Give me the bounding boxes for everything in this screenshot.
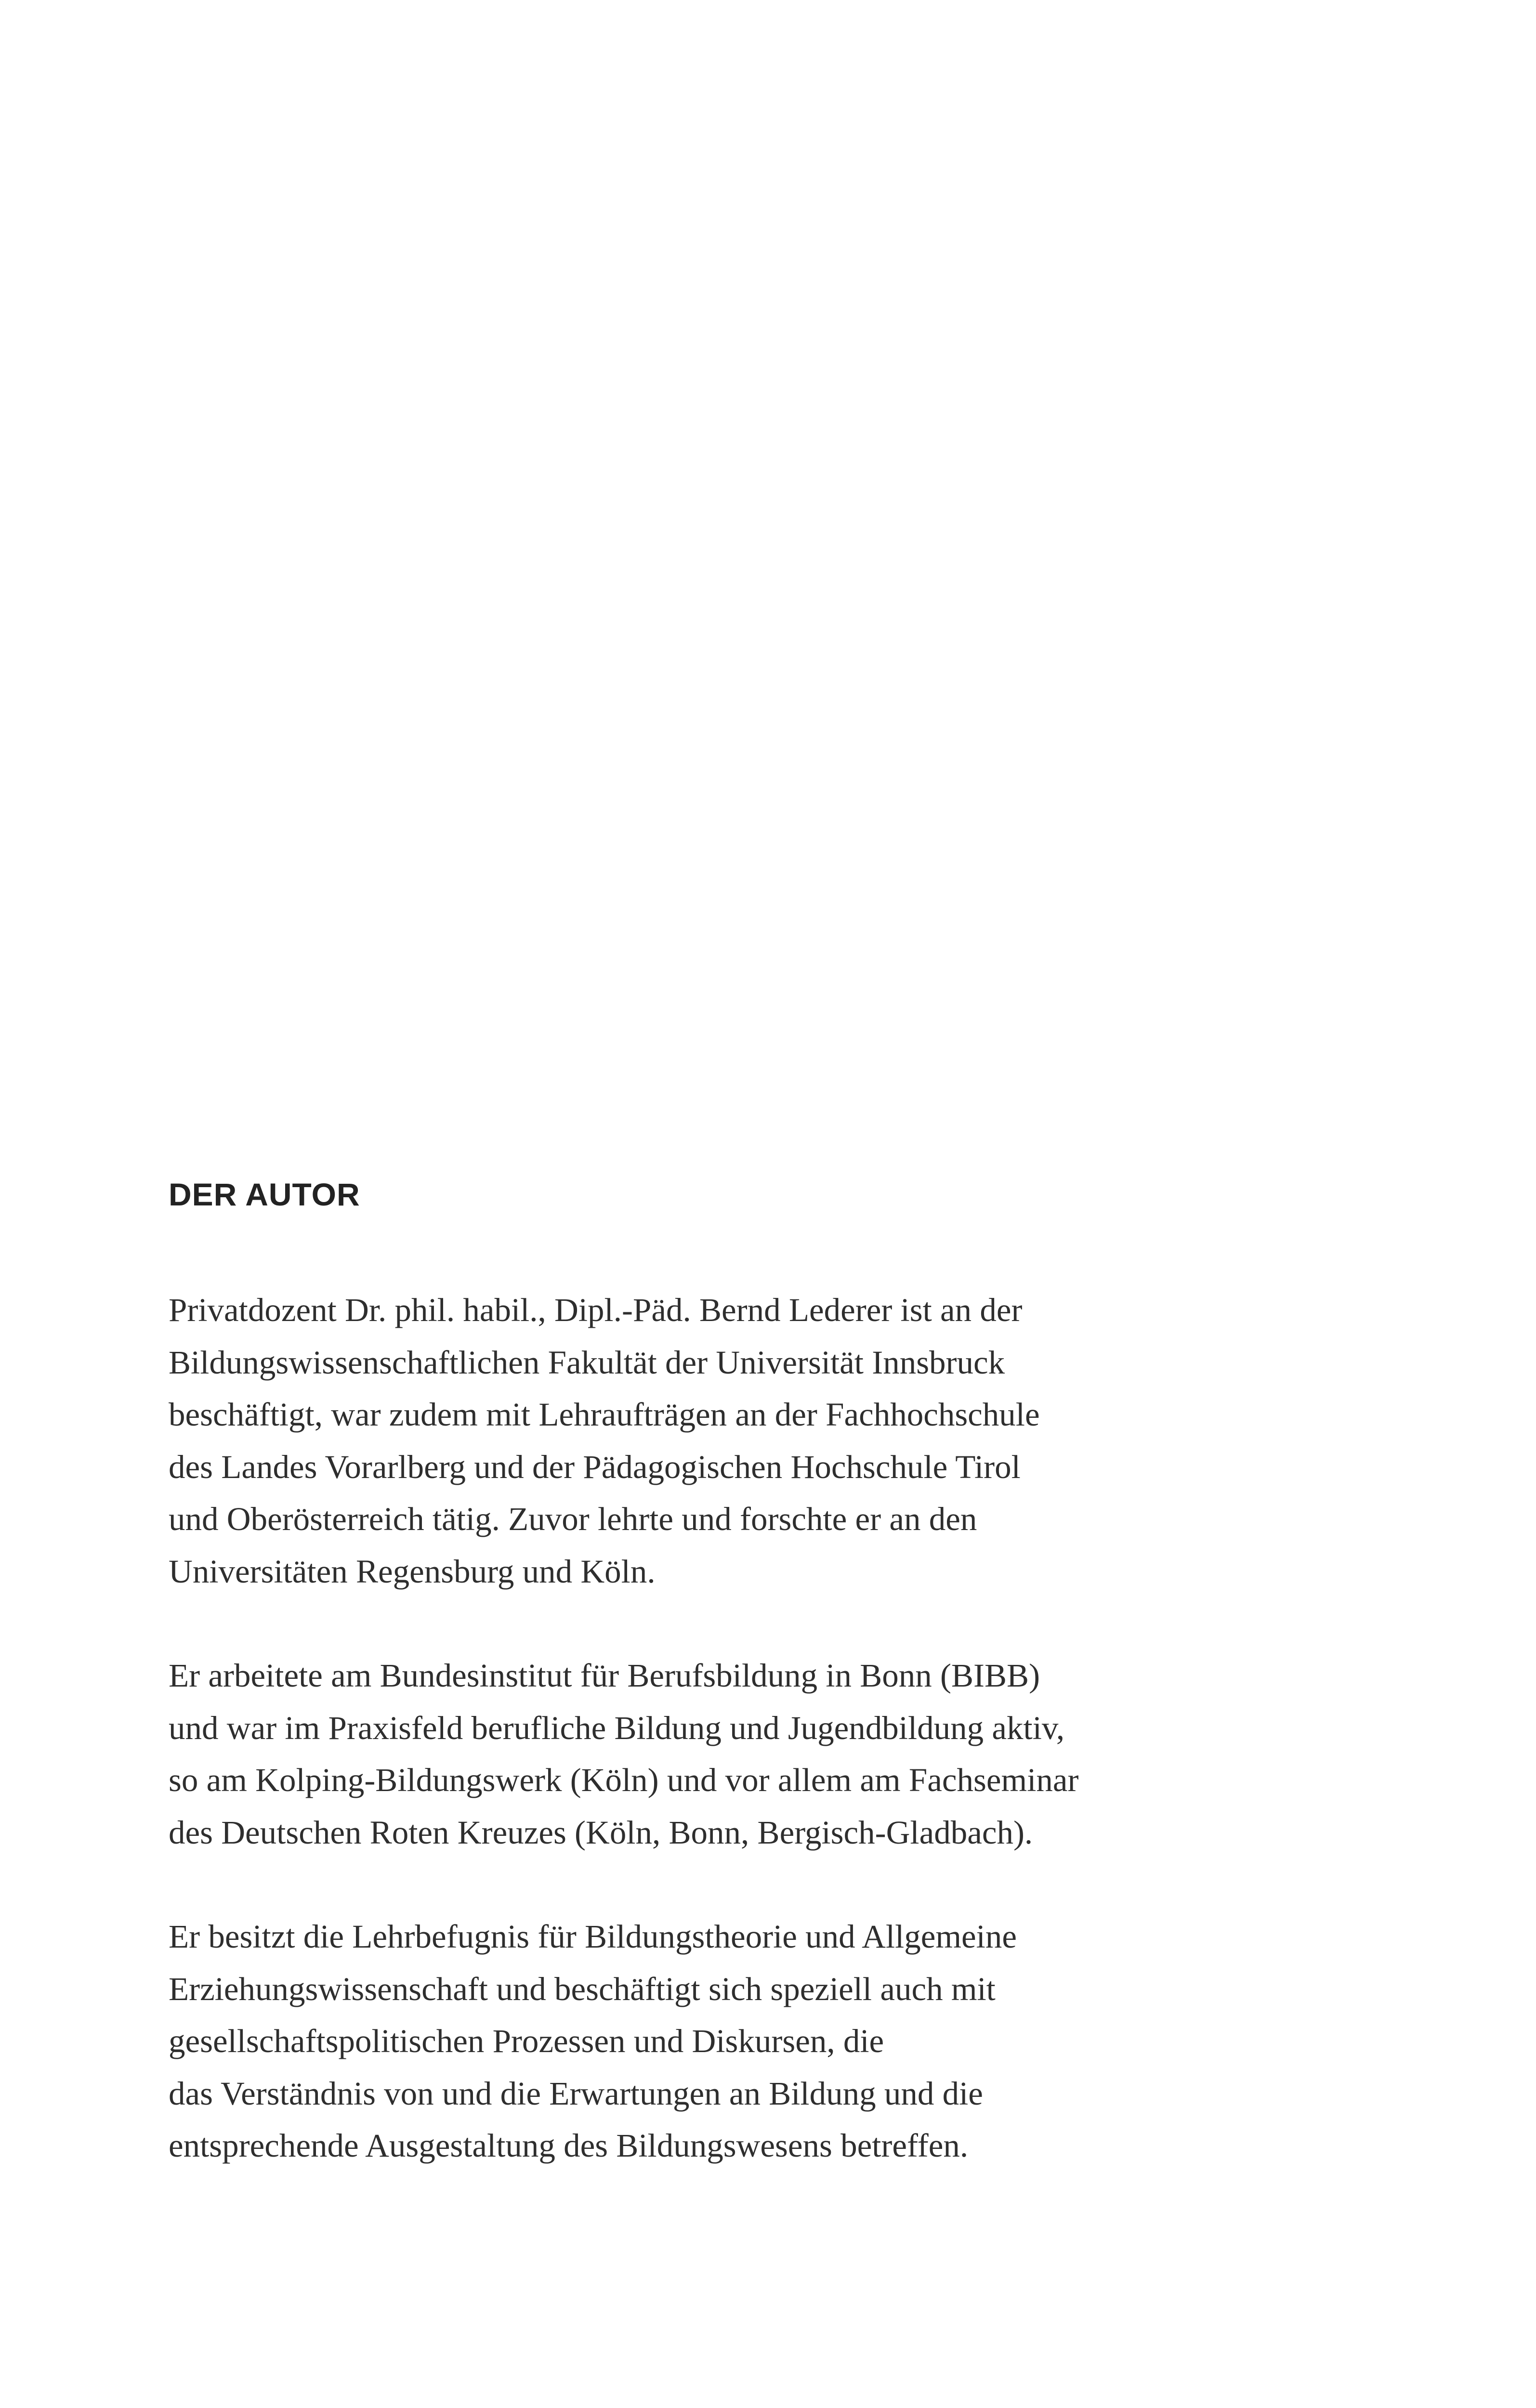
paragraph-work-experience: [169, 1649, 1325, 1858]
author-section: [169, 1175, 1325, 2224]
text-line: gesellschaftspolitischen Prozessen und Diskursen, die: [169, 2023, 884, 2059]
text-line: so am Kolping-Bildungswerk (Köln) und vor allem am Fachseminar: [169, 1762, 1079, 1798]
text-line: und Oberösterreich tätig. Zuvor lehrte und forschte er an den: [169, 1501, 977, 1537]
text-line: des Deutschen Roten Kreuzes (Köln, Bonn, Bergisch-Gladbach).: [169, 1814, 1033, 1851]
text-line: des Landes Vorarlberg und der Pädagogischen Hochschule Tirol: [169, 1448, 1021, 1485]
text-line: und war im Praxisfeld berufliche Bildung und Jugendbildung aktiv,: [169, 1709, 1065, 1746]
text-line: Er besitzt die Lehrbefugnis für Bildungstheorie und Allgemeine: [169, 1918, 1017, 1955]
text-line: Er arbeitete am Bundesinstitut für Berufsbildung in Bonn (BIBB): [169, 1657, 1040, 1694]
text-line: Erziehungswissenschaft und beschäftigt sich speziell auch mit: [169, 1970, 996, 2007]
text-line: Universitäten Regensburg und Köln.: [169, 1553, 656, 1590]
text-line: Bildungswissenschaftlichen Fakultät der Universität Innsbruck: [169, 1344, 1005, 1381]
section-heading: DER AUTOR: [169, 1177, 360, 1212]
text-line: entsprechende Ausgestaltung des Bildungswesens betreffen.: [169, 2127, 969, 2164]
paragraph-research-focus: [169, 1911, 1325, 2172]
text-line: Privatdozent Dr. phil. habil., Dipl.-Päd. Bernd Lederer ist an der: [169, 1292, 1023, 1328]
text-line: das Verständnis von und die Erwartungen an Bildung und die: [169, 2075, 983, 2112]
text-line: beschäftigt, war zudem mit Lehraufträgen an der Fachhochschule: [169, 1396, 1040, 1433]
paragraph-biography: [169, 1284, 1325, 1597]
